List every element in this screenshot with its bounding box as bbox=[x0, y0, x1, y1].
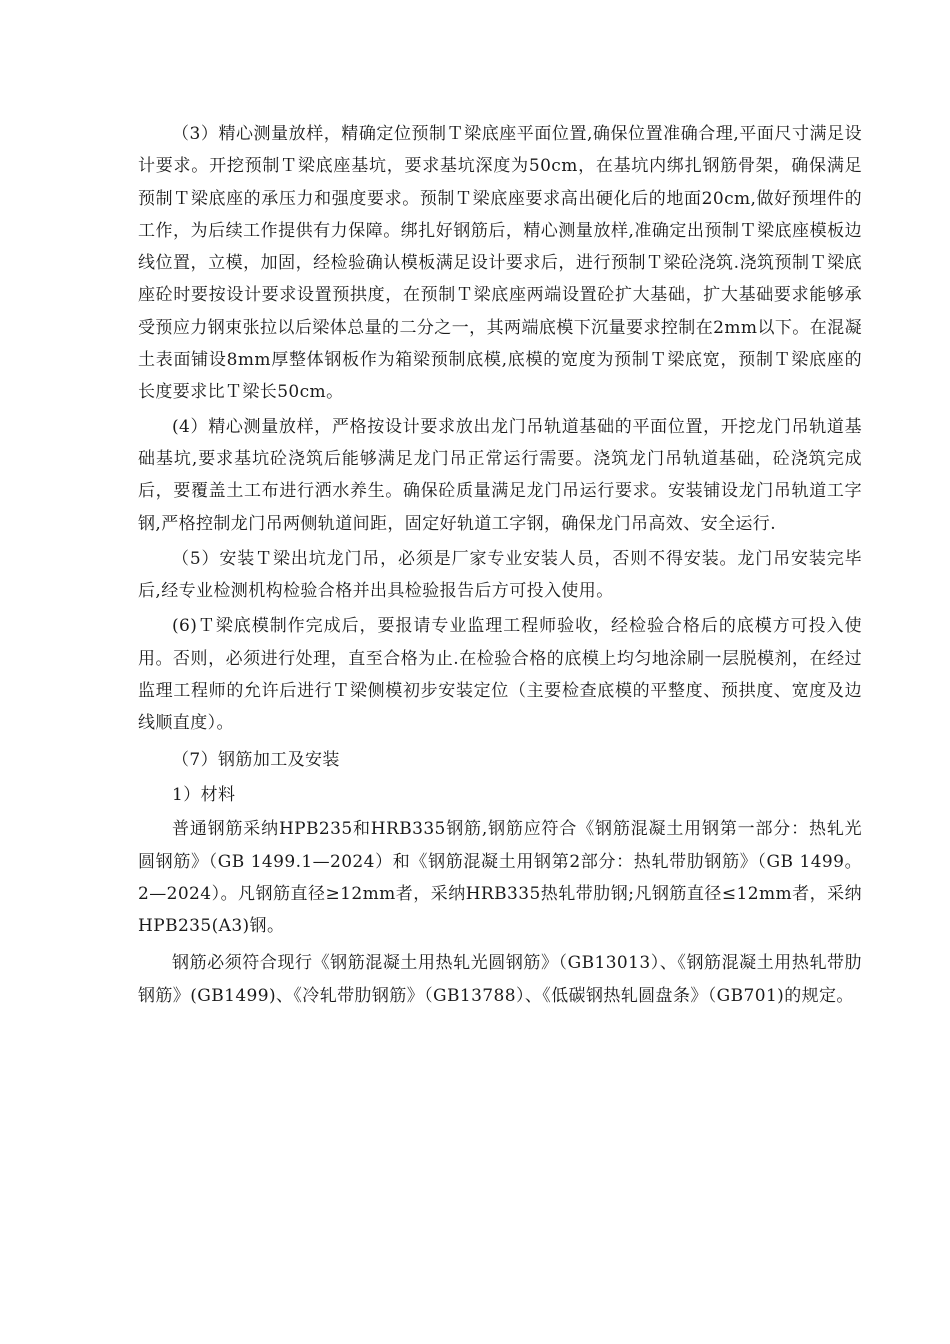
paragraph-steel-spec: 普通钢筋采纳HPB235和HRB335钢筋,钢筋应符合《钢筋混凝土用钢第一部分：热轧光圆钢筋》（GB 1499.1—2024）和《钢筋混凝土用钢第2部分：热轧带肋钢筋》（GB 1499。2—2024）。凡钢筋直径≥12mm者，采纳HRB335热轧带肋钢;凡钢筋直径≤12mm者，采纳HPB235(A3)钢。 bbox=[138, 819, 862, 937]
subsection-heading-materials: 1）材料 bbox=[172, 784, 236, 805]
paragraph-item-4: (4）精心测量放样，严格按设计要求放出龙门吊轨道基础的平面位置，开挖龙门吊轨道基础基坑,要求基坑砼浇筑后能够满足龙门吊正常运行需要。浇筑龙门吊轨道基础，砼浇筑完成后，要覆盖土工布进行洒水养生。确保砼质量满足龙门吊运行要求。安装铺设龙门吊轨道工字钢,严格控制龙门吊两侧轨道间距，固定好轨道工字钢，确保龙门吊高效、安全运行. bbox=[138, 416, 862, 534]
paragraph-item-6: (6)Ｔ梁底模制作完成后，要报请专业监理工程师验收，经检验合格后的底模方可投入使用。否则，必须进行处理，直至合格为止.在检验合格的底模上均匀地涂刷一层脱模剂，在经过监理工程师的允许后进行Ｔ梁侧模初步安装定位（主要检查底模的平整度、预拱度、宽度及边线顺直度）。 bbox=[138, 616, 862, 734]
paragraph-item-5: （5）安装Ｔ梁出坑龙门吊，必须是厂家专业安装人员，否则不得安装。龙门吊安装完毕后,经专业检测机构检验合格并出具检验报告后方可投入使用。 bbox=[138, 548, 862, 602]
document-page bbox=[138, 118, 862, 1017]
section-heading-rebar: （7）钢筋加工及安装 bbox=[172, 749, 340, 770]
paragraph-item-3: （3）精心测量放样，精确定位预制Ｔ梁底座平面位置,确保位置准确合理,平面尺寸满足设计要求。开挖预制Ｔ梁底座基坑，要求基坑深度为50cm，在基坑内绑扎钢筋骨架，确保满足预制Ｔ梁底座的承压力和强度要求。预制Ｔ梁底座要求高出硬化后的地面20cm,做好预埋件的工作，为后续工作提供有力保障。绑扎好钢筋后，精心测量放样,准确定出预制Ｔ梁底座模板边线位置，立模，加固，经检验确认模板满足设计要求后，进行预制Ｔ梁砼浇筑.浇筑预制Ｔ梁底座砼时要按设计要求设置预拱度，在预制Ｔ梁底座两端设置砼扩大基础，扩大基础要求能够承受预应力钢束张拉以后梁体总量的二分之一，其两端底模下沉量要求控制在2mm以下。在混凝土表面铺设8mm厚整体钢板作为箱梁预制底模,底模的宽度为预制Ｔ梁底宽，预制Ｔ梁底座的长度要求比Ｔ梁长50cm。 bbox=[138, 124, 862, 403]
paragraph-steel-standards: 钢筋必须符合现行《钢筋混凝土用热轧光圆钢筋》（GB13013）、《钢筋混凝土用热轧带肋钢筋》(GB1499)、《冷轧带肋钢筋》（GB13788）、《低碳钢热轧圆盘条》（GB701)的规定。 bbox=[138, 953, 862, 1006]
